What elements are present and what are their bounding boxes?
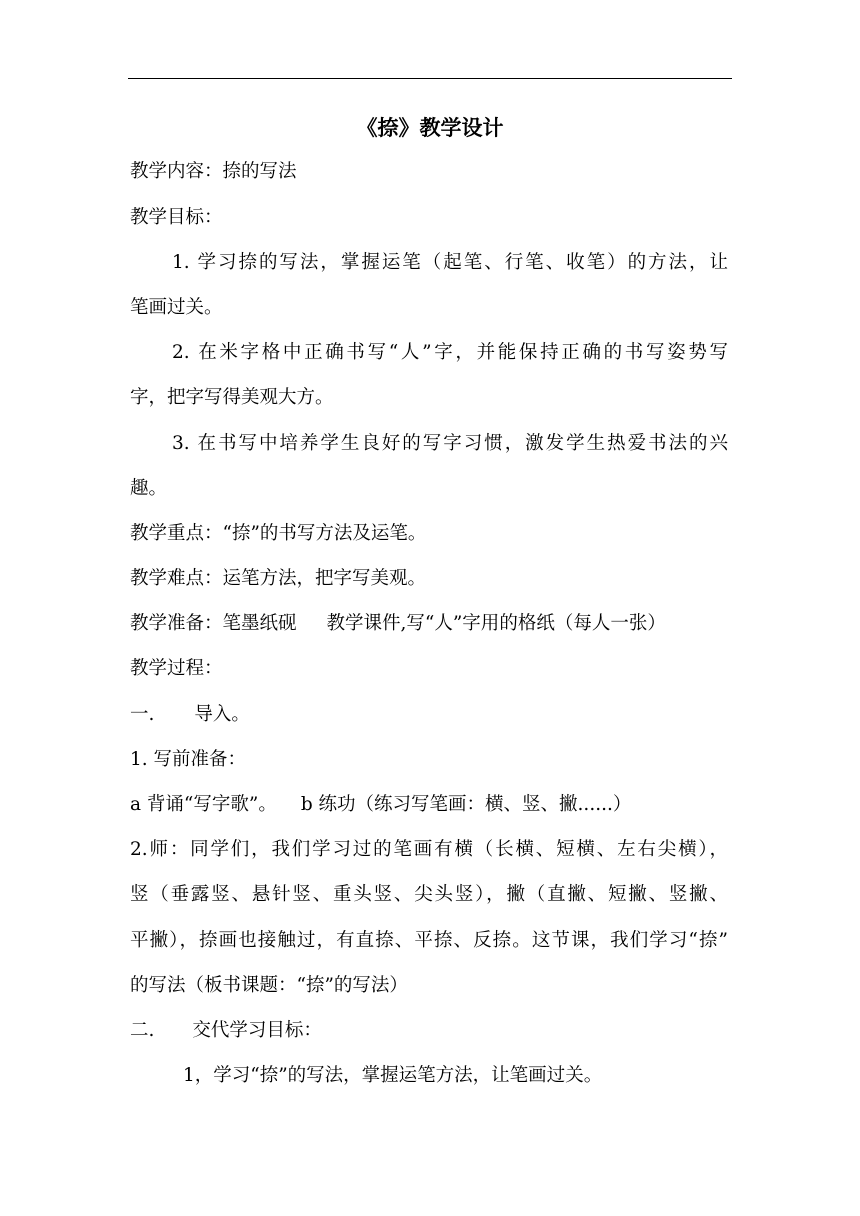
objective-2-line-2: 字，把字写得美观大方。 bbox=[130, 387, 334, 408]
objective-2-line-1: 2. 在米字格中正确书写“人”字，并能保持正确的书写姿势写 bbox=[172, 342, 728, 363]
goal-1: 1，学习“捺”的写法，掌握运笔方法，让笔画过关。 bbox=[183, 1065, 603, 1086]
paragraph-objectives-heading: 教学目标： bbox=[130, 207, 223, 228]
header-rule bbox=[128, 78, 732, 79]
objective-1-line-2: 笔画过关。 bbox=[130, 297, 223, 318]
step-2-line-4: 的写法（板书课题：“捺”的写法） bbox=[130, 975, 408, 996]
step-2-line-1: 2.师：同学们，我们学习过的笔画有横（长横、短横、左右尖横）， bbox=[130, 839, 728, 860]
objective-3-line-1: 3. 在书写中培养学生良好的写字习惯，激发学生热爱书法的兴 bbox=[172, 433, 728, 454]
objective-3-line-2: 趣。 bbox=[130, 478, 168, 499]
paragraph-key-points: 教学重点：“捺”的书写方法及运笔。 bbox=[130, 523, 427, 544]
step-1-detail bbox=[130, 792, 631, 818]
step-2-line-2: 竖（垂露竖、悬针竖、重头竖、尖头竖），撇（直撇、短撇、竖撇、 bbox=[130, 884, 728, 905]
step-2-line-3: 平撇），捺画也接触过，有直捺、平捺、反捺。这节课，我们学习“捺” bbox=[130, 930, 728, 951]
section-one-heading bbox=[130, 702, 250, 728]
step-1-detail-a: a 背诵“写字歌”。 bbox=[130, 794, 277, 815]
section-one-number: 一. bbox=[130, 704, 155, 725]
section-two-title: 交代学习目标： bbox=[192, 1020, 322, 1041]
objective-1-line-1: 1. 学习捺的写法，掌握运笔（起笔、行笔、收笔）的方法，让 bbox=[172, 252, 728, 273]
paragraph-difficulties: 教学难点：运笔方法，把字写美观。 bbox=[130, 568, 427, 589]
paragraph-process-heading: 教学过程： bbox=[130, 658, 223, 679]
step-1-detail-b: b 练功（练习写笔画：横、竖、撇......） bbox=[300, 794, 632, 815]
section-two-heading bbox=[130, 1018, 322, 1044]
section-one-title: 导入。 bbox=[194, 704, 250, 725]
preparation-part-2: 教学课件,写“人”字用的格纸（每人一张） bbox=[326, 613, 666, 634]
paragraph-content: 教学内容：捺的写法 bbox=[130, 161, 297, 182]
section-two-number: 二. bbox=[130, 1020, 155, 1041]
document-title: 《捺》教学设计 bbox=[356, 116, 504, 140]
step-1-heading: 1. 写前准备： bbox=[130, 749, 247, 770]
paragraph-preparation bbox=[130, 611, 666, 637]
preparation-part-1: 教学准备：笔墨纸砚 bbox=[130, 613, 297, 634]
